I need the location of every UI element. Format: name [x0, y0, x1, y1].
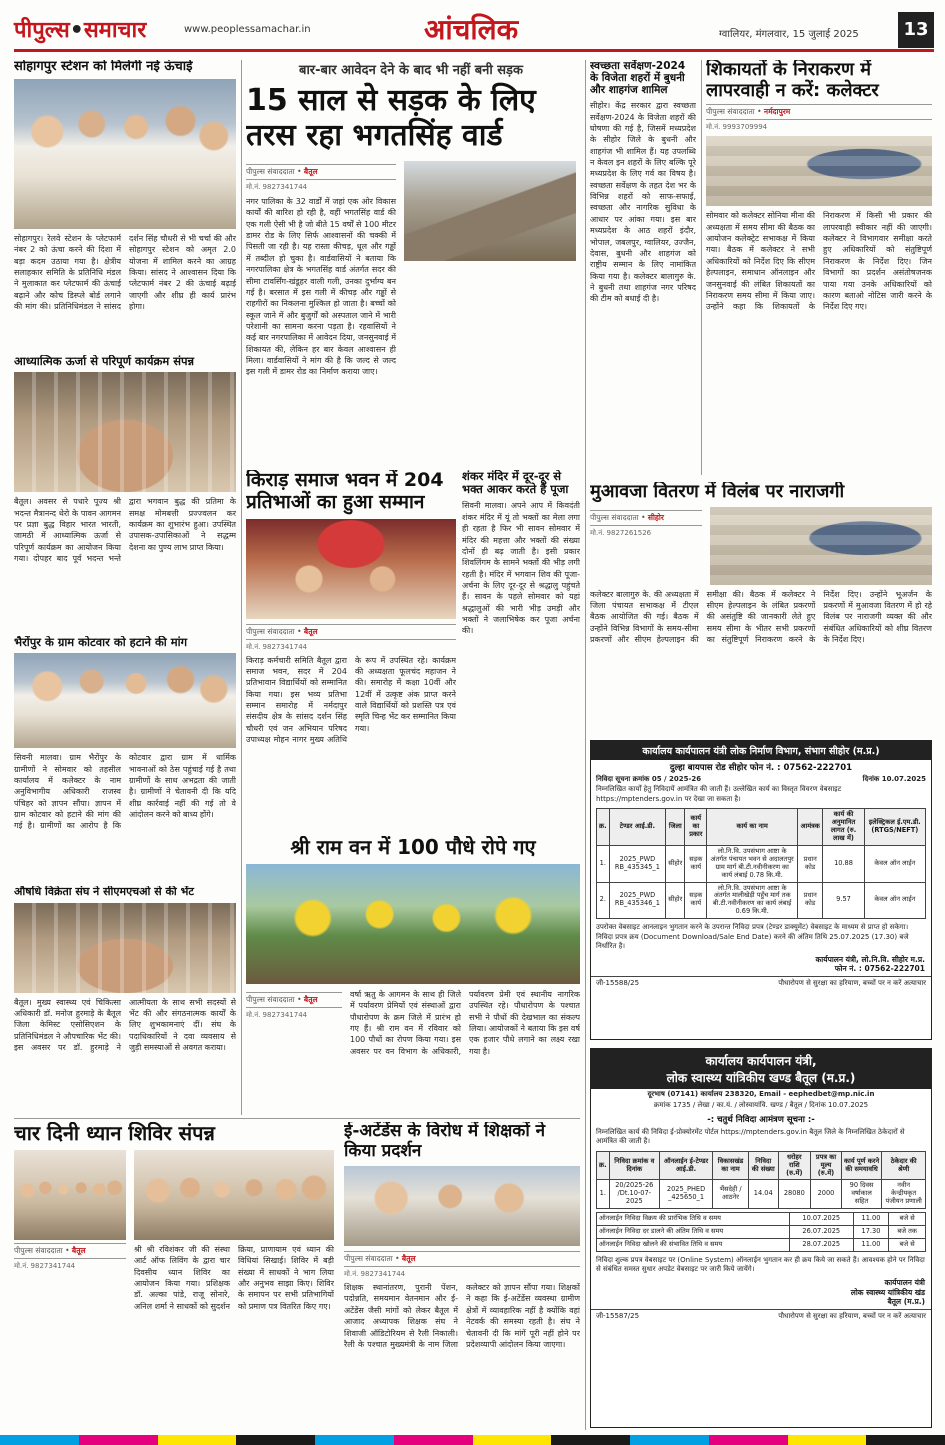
article-headline: शिकायतों के निराकरण में लापरवाही न करें: कलेक्टर — [706, 60, 879, 101]
reporter-mobile: मो.नं. 9993709994 — [706, 123, 768, 132]
col-header: जिला — [666, 809, 685, 846]
schedule-row — [597, 1226, 926, 1239]
article-body: कलेक्टर बालागुरु के. की अध्यक्षता में जिला पंचायत सभाकक्ष में टीएल बैठक आयोजित की गई। बैठक में उन्होंने विभिन्न विभागों के समय-सीमा प्रकरणों और सीएम हेल्पलाइन की समीक्षा की। बैठक में कलेक्टर ने सीएम हेल्पलाइन के लंबित प्रकरणों की असंतुष्टि की जानकारी लेते हुए समय सीमा के भीतर सभी प्रकरणों का संतुष्टिपूर्ण निराकरण करने के निर्देश दिए। उन्होंने भूअर्जन के प्रकरणों में मुआवजा वितरण में हो रहे विलंब पर नाराजगी व्यक्त की और संबंधित अधिकारियों को शीघ्र वितरण के निर्देश दिए। — [590, 589, 932, 645]
brand-name-part-1: पीपुल्स — [14, 18, 70, 43]
article-muawaja — [590, 482, 932, 737]
article-headline: किराड़ समाज भवन में 204 प्रतिभाओं का हुआ सम्मान — [246, 470, 444, 513]
reporter-mobile: मो.नं. 9827341744 — [246, 642, 308, 651]
article-body: सीहोर। केंद्र सरकार द्वारा स्वच्छता सर्वेक्षण-2024 के विजेता शहरों की घोषणा की गई है, जिसमें मध्यप्रदेश के सीहोर जिले के बुधनी और शाहगंज भी शामिल हैं। यह उपलब्धि न केवल इन शहरों के लिए बल्कि पूरे मध्यप्रदेश के लिए गर्व का विषय है। स्वच्छता सर्वेक्षण के तहत देश भर के विभिन्न शहरों को साफ-सफाई, स्वच्छता और नागरिक सुविधा के आधार पर आंका गया। इस बार मध्यप्रदेश के आठ शहरों इंदौर, भोपाल, जबलपुर, ग्वालियर, उज्जैन, देवास, बुधनी और शाहगंज को राष्ट्रीय सम्मान के लिए नामांकित किया गया है। कलेक्टर बालागुरु के. ने बुधनी तथा शाहगंज नगर परिषद की टीम को बधाई दी है। — [590, 101, 696, 304]
article-dhyan — [14, 1122, 334, 1427]
article-spiritual — [14, 355, 236, 630]
article-headline: ई-अटेंडेंस के विरोध में शिक्षकों ने किया प्रदर्शन — [344, 1122, 546, 1161]
ad-signature — [591, 953, 931, 977]
section-title: आंचलिक — [424, 13, 519, 46]
cell: 2. — [597, 882, 610, 919]
ad-notice-date: दिनांक 10.07.2025 — [862, 775, 926, 783]
ad-signatory: कार्यपालन यंत्री, लो.नि.वि. सीहोर म.प्र. — [815, 954, 925, 964]
reporter-mobile: मो.नं. 9827341744 — [246, 1011, 308, 1019]
article-headline: मुआवजा वितरण में विलंब पर नाराजगी — [590, 482, 845, 502]
article-body: सिवनी मालवा। अपने आप में किवदंती शंकर मंदिर में यूं तो भक्तों का मेला लगा ही रहता है फिर भी सावन सोमवार में मंदिर की महत्ता और भक्तों की संख्या दोनों ही बढ़ जाती है। इसी प्रकार शिवलिंगम के सामने भक्तों की भीड़ लगी रहती है। मंदिर में भगवान शिव की पूजा-अर्चना के लिए दूर-दूर से श्रद्धालु पहुंचते हैं। सावन के पहले सोमवार को यहां श्रद्धालुओं की भारी भीड़ उमड़ी और भक्तों ने जलाभिषेक कर पूजा अर्चना की। — [462, 501, 580, 636]
cell: 20/2025-26 /Dt.10-07-2025 — [609, 1180, 659, 1209]
article-swachh — [590, 60, 696, 480]
ad-footer — [591, 1309, 931, 1323]
article-photo — [710, 507, 932, 585]
byline-reporter: पीपुल्स संवाददाता — [706, 107, 755, 117]
article-photo — [404, 161, 576, 261]
article-byline: पीपुल्स संवाददाता • बैतूल — [14, 1243, 126, 1259]
reporter-mobile: मो.नं. 9827341744 — [344, 1270, 406, 1279]
cell: सड़क कार्य — [685, 845, 707, 882]
col-header: प्रपत्र का मूल्य (रु.में) — [811, 1151, 842, 1180]
brand-url[interactable]: www.peoplessamachar.in — [184, 24, 311, 35]
table-row — [597, 882, 926, 919]
schedule-time: 11.00 — [853, 1239, 889, 1252]
article-body: सोमवार को कलेक्टर सोनिया मीना की अध्यक्षता में समय सीमा की बैठक का आयोजन कलेक्ट्रेट सभाकक्ष में किया गया। बैठक में कलेक्टर ने सभी अधिकारियों को निर्देश दिए कि सीएम हेल्पलाइन, समाधान ऑनलाइन और जनसुनवाई की लंबित शिकायतों का निराकरण समय सीमा में किया जाए। उन्होंने कहा कि शिकायतों के निराकरण में किसी भी प्रकार की लापरवाही स्वीकार नहीं की जाएगी। कलेक्टर ने विभागवार समीक्षा करते हुए अधिकारियों को संतुष्टिपूर्ण निराकरण के निर्देश दिए। जिन विभागों का प्रदर्शन असंतोषजनक पाया गया उनके अधिकारियों को कारण बताओ नोटिस जारी करने के निर्देश दिए गए। — [706, 211, 932, 312]
ad-signature — [591, 1276, 931, 1309]
article-body: किराड़ कर्मचारी समिति बैतूल द्वारा समाज भवन, सदर में 204 प्रतिभावान विद्यार्थियों को सम्मानित किया गया। इस भव्य प्रतिभा सम्मान समारोह में नर्मदापुर संसदीय क्षेत्र के सांसद दर्शन सिंह चौधरी एवं जन अभियान परिषद उपाध्यक्ष मोहन नागर मुख्य अतिथि के रूप में उपस्थित रहे। कार्यक्रम की अध्यक्षता फूलचंद महाजन ने की। समारोह में कक्षा 10वीं और 12वीं में उत्कृष्ट अंक प्राप्त करने वाले विद्यार्थियों को प्रशस्ति पत्र एवं स्मृति चिन्ह भेंट कर सम्मानित किया गया। — [246, 655, 456, 745]
column-divider — [701, 60, 702, 475]
article-eattendance — [344, 1122, 580, 1427]
ad-phe-betul — [590, 1048, 932, 1428]
col-header: कार्य का प्रकार — [685, 809, 707, 846]
cell: प्रधान कोड — [797, 845, 822, 882]
article-photo — [706, 136, 932, 206]
col-header: विकासखंड का नाम — [713, 1151, 749, 1180]
ad-slogan: पौधारोपण से सुरक्षा का हरियाण, बच्चों पर न करें अत्याचार — [778, 979, 926, 987]
article-byline: पीपुल्स संवाददाता • बैतूल — [344, 1251, 580, 1267]
registration-swatch — [709, 1435, 788, 1445]
article-headline: सोहागपुर स्टेशन को मिलेगी नई ऊंचाई — [14, 60, 193, 74]
article-headline: औषधि विक्रेता संघ ने सीएमएचओ से की भेंट — [14, 886, 194, 898]
cell: 1. — [597, 1180, 610, 1209]
color-registration-strip — [0, 1435, 945, 1445]
article-headline: शंकर मंदिर में दूर-दूर से भक्त आकर करते हैं पूजा — [462, 470, 569, 497]
article-shankar — [462, 470, 580, 830]
ad-title — [591, 1049, 931, 1089]
brand-separator: • — [69, 18, 84, 43]
byline-reporter: पीपुल्स संवाददाता — [590, 512, 639, 522]
row-divider — [14, 1118, 580, 1119]
article-body: शिक्षक स्थानांतरण, पुरानी पेंशन, पदोन्नति, समयमान वेतनमान और ई-अटेंडेंस जैसी मांगों को लेकर बैतूल में आजाद अध्यापक शिक्षक संघ ने शिवाजी ऑडिटोरियम से रैली निकाली। रैली के पश्चात मुख्यमंत्री के नाम जिला कलेक्टर को ज्ञापन सौंपा गया। शिक्षकों ने कहा कि ई-अटेंडेंस व्यवस्था ग्रामीण क्षेत्रों में व्यावहारिक नहीं है क्योंकि वहां नेटवर्क की समस्या रहती है। संघ ने चेतावनी दी कि मांगें पूरी नहीं होने पर प्रदेशव्यापी आंदोलन किया जाएगा। — [344, 1283, 580, 1349]
ad-footer — [591, 976, 931, 990]
reporter-mobile: मो.नं. 9827341744 — [246, 183, 308, 191]
article-photo — [14, 653, 236, 748]
cell: केवल ऑन लाईन — [864, 882, 925, 919]
registration-swatch — [394, 1435, 473, 1445]
ad-signatory-2: लोक स्वास्थ्य यांत्रिकीय खंड — [850, 1287, 925, 1297]
col-header: कार्य का नाम — [707, 809, 798, 846]
ad-notice-title: -: चतुर्थ निविदा आमंत्रण सूचना :- — [707, 1114, 815, 1125]
byline-location: सीहोर — [647, 512, 664, 522]
col-header: ऑनलाईन ई-टेण्डर आई.डी. — [660, 1151, 713, 1180]
registration-swatch — [315, 1435, 394, 1445]
registration-swatch — [551, 1435, 630, 1445]
col-header: आमंत्रक — [797, 809, 822, 846]
cell: सीहोर — [666, 882, 685, 919]
issue-date: ग्वालियर, मंगलवार, 15 जुलाई 2025 — [719, 29, 859, 40]
cell: सड़क कार्य — [685, 882, 707, 919]
tender-table — [596, 808, 926, 919]
cell: 14.04 — [748, 1180, 778, 1209]
cell: 10.88 — [823, 845, 864, 882]
ad-intro: निम्नलिखित कार्यों हेतु निविदायें आमंत्रित की जाती हैं। उल्लेखित कार्य का विस्तृत विवरण वेबसाइट https://mptenders.gov.in पर देखा जा सकता है। — [596, 785, 842, 803]
ad-order: क्रमांक 1735 / लेखा / का.यं. / लोस्वायांवि. खण्ड / बैतूल / दिनांक 10.07.2025 — [653, 1101, 869, 1110]
reporter-mobile: मो.नं. 9827261526 — [590, 528, 652, 537]
table-row — [597, 1180, 926, 1209]
byline-location: बैतूल — [401, 1254, 416, 1264]
cell: लो.नि.वि. उपसंभाग आष्टा के अंतर्गत पंचायत भवन से अदालतपुर ग्राम मार्ग बी.टी.नवीनीकरण का कार्य लंबाई 0.78 कि.मी. — [707, 845, 798, 882]
byline-reporter: पीपुल्स संवाददाता — [344, 1254, 393, 1264]
article-headline: श्री राम वन में 100 पौधे रोपे गए — [290, 836, 536, 859]
article-photo — [14, 372, 236, 492]
article-headline: स्वच्छता सर्वेक्षण-2024 के विजेता शहरों में बुधनी और शाहगंज शामिल — [590, 60, 686, 97]
table-row — [597, 845, 926, 882]
cell: प्रधान कोड — [797, 882, 822, 919]
col-header: कार्य पूर्ण करने की समयावधि — [841, 1151, 881, 1180]
article-body: सिवनी मालवा। ग्राम भैरोंपुर के ग्रामीणों ने सोमवार को तहसील कार्यालय में कलेक्टर के नाम अनुविभागीय अधिकारी राजस्व पंचिहर को ज्ञापन सौंपा। ज्ञापन में ग्राम कोटवार को हटाने की मांग की गई है। ग्रामीणों का आरोप है कि कोटवार द्वारा ग्राम में धार्मिक भावनाओं को ठेस पहुंचाई गई है तथा ग्रामीणों के साथ अभद्रता की जाती है। ग्रामीणों ने चेतावनी दी कि यदि शीघ्र कार्रवाई नहीं की गई तो वे आंदोलन करने को बाध्य होंगे। — [14, 753, 236, 831]
schedule-unit: बजे तक — [889, 1226, 926, 1239]
byline-location: बैतूल — [303, 995, 318, 1004]
byline-location: नर्मदापुरम — [763, 107, 791, 117]
cell: 2025_PHED _425650_1 — [660, 1180, 713, 1209]
cell: लो.नि.वि. उपसंभाग आष्टा के अंतर्गत मालीखेड़ी पहुँच मार्ग तक बी.टी.नवीनीकरण का कार्य लंबाई 0.69 कि.मी. — [707, 882, 798, 919]
article-sohagpur — [14, 60, 236, 350]
article-headline: चार दिनी ध्यान शिविर संपन्न — [14, 1122, 215, 1145]
registration-swatch — [158, 1435, 237, 1445]
ad-ref-number: जी-15588/25 — [596, 979, 640, 987]
registration-swatch — [0, 1435, 79, 1445]
article-photo — [246, 864, 580, 984]
article-body: बैतूल। अवसर से पधारे पूज्य श्री भदन्त मैत्रानन्द थेरो के पावन आगमन पर प्रज्ञा बुद्ध विहार भारत भारती, जामठी में आध्यात्मिक ऊर्जा से परिपूर्ण कार्यक्रम का आयोजन किया गया। दोपहर बाद पूर्व भदन्त भन्ते द्वारा भगवान बुद्ध की प्रतिमा के समक्ष मोमबत्ती प्रज्ज्वलन कर कार्यक्रम का शुभारंभ हुआ। उपस्थित उपासक-उपासिकाओं ने सद्धम्म देशना का पुण्य लाभ प्राप्त किया। — [14, 497, 236, 564]
article-kicker: बार-बार आवेदन देने के बाद भी नहीं बनी सड़क — [299, 63, 523, 78]
article-body: श्री श्री रविशंकर जी की संस्था आर्ट ऑफ लिविंग के द्वारा चार दिवसीय ध्यान शिविर का आयोजन किया गया। प्रशिक्षक डॉ. अल्का पांडे, राजू सोनारे, अनिल शर्मा ने साधकों को सुदर्शन क्रिया, प्राणायाम एवं ध्यान की विधियां सिखाई। शिविर में बड़ी संख्या में साधकों ने भाग लिया और अनुभव साझा किए। शिविर के समापन पर सभी प्रतिभागियों को प्रमाण पत्र वितरित किए गए। — [134, 1245, 334, 1311]
ad-title: कार्यालय कार्यपालन यंत्री लोक निर्माण विभाग, संभाग सीहोर (म.प्र.) — [591, 741, 931, 760]
col-header: निविदा क्रमांक व दिनांक — [609, 1151, 659, 1180]
byline-reporter: पीपुल्स संवाददाता — [246, 995, 295, 1004]
registration-swatch — [473, 1435, 552, 1445]
col-header: क्र. — [597, 809, 610, 846]
article-aushadhi — [14, 886, 236, 1116]
article-headline: आध्यात्मिक ऊर्जा से परिपूर्ण कार्यक्रम संपन्न — [14, 355, 195, 368]
ad-ref-number: जी-15587/25 — [596, 1312, 640, 1321]
registration-swatch — [866, 1435, 945, 1445]
schedule-date: 10.07.2025 — [789, 1213, 853, 1226]
masthead — [14, 10, 934, 52]
registration-swatch — [79, 1435, 158, 1445]
cell: नवीन केन्द्रीयकृत पंजीयन प्रणाली — [882, 1180, 926, 1209]
schedule-unit: बजे से — [889, 1239, 926, 1252]
ad-signatory-3: बैतूल (म.प्र.) — [887, 1297, 925, 1307]
cell: 2025_PWD RB_435346_1 — [609, 882, 666, 919]
registration-swatch — [788, 1435, 867, 1445]
cell: 2000 — [811, 1180, 842, 1209]
byline-location: बैतूल — [303, 167, 318, 176]
article-byline: पीपुल्स संवाददाता • सीहोर — [590, 510, 702, 526]
byline-location: बैतूल — [303, 626, 318, 636]
article-body: बैतूल। मुख्य स्वास्थ्य एवं चिकित्सा अधिकारी डॉ. मनोज हुरमाड़े के बैतूल जिला केमिस्ट एसोसिएशन के प्रतिनिधिमंडल ने औपचारिक भेंट की। इस अवसर पर डॉ. हुरमाड़े ने आत्मीयता के साथ सभी सदस्यों से भेंट की और संगठनात्मक कार्यों के लिए शुभकामनाएं दीं। संघ के पदाधिकारियों ने दवा व्यवसाय से जुड़ी समस्याओं से अवगत कराया। — [14, 997, 236, 1053]
article-body: नगर पालिका के 32 वार्डों में जहां एक ओर विकास कार्यों की बारिश हो रही है, वहीं भगतसिंह वार्ड की एक गली ऐसी भी है जो बीते 15 वर्षों से 100 मीटर डामर रोड के लिए सिर्फ आश्वासनों की चक्की में पिसती जा रही है। यह रास्ता कीचड़, धूल और गड्ढों में तब्दील हो चुका है। वार्डवासियों ने बताया कि नगरपालिका क्षेत्र के भगतसिंह वार्ड अंतर्गत सदर की सीमा टावर्सिंग-खंडूहर वाली गली, उनका दुर्भाग्य बन गई है। बरसात में इस गली में कीचड़ और गड्ढों से राहगीरों का निकलना मुश्किल हो जाता है। बच्चों को स्कूल जाने में और बुजुर्गों को अस्पताल जाने में भारी परेशानी का सामना करना पड़ता है। रहवासियों ने कई बार नगरपालिका में आवेदन दिया, जनसुनवाई में शिकायत की, लेकिन हर बार केवल आश्वासन ही मिला। वार्डवासियों ने मांग की है कि जल्द से जल्द इस गली में डामर रोड का निर्माण कराया जाए। — [246, 197, 396, 377]
article-photo — [14, 903, 236, 993]
schedule-label: ऑनलाईन निविदा विक्रय की प्रारंभिक तिथि व समय — [597, 1213, 790, 1226]
reporter-mobile: मो.नं. 9827341744 — [14, 1262, 76, 1270]
cell: 28080 — [778, 1180, 811, 1209]
article-photo — [246, 519, 456, 619]
col-header: निविदा की संख्या — [748, 1151, 778, 1180]
cell: 1. — [597, 845, 610, 882]
byline-reporter: पीपुल्स संवाददाता — [246, 167, 295, 176]
article-kirad — [246, 470, 456, 830]
ad-footnote: उपरोक्त वेबसाइट आनलाइन भुगतान करने के उपरान्त निविदा प्रपत्र (टेण्डर डाक्यूमेंट) वेबसाइट के माध्यम से प्राप्त हो सकेगा। निविदा प्रपत्र क्रय (Document Download/Sale End Date) करने की अंतिम तिथि 25.07.2025 (17.30) बजे निर्धारित है। — [596, 923, 909, 951]
ad-pwd-sehore — [590, 740, 932, 1040]
article-bherupur — [14, 636, 236, 881]
byline-location: बैतूल — [71, 1246, 86, 1255]
schedule-label: ऑनलाईन निविदा दर डालने की अंतिम तिथि व समय — [597, 1226, 790, 1239]
article-road — [246, 60, 576, 460]
schedule-date: 28.07.2025 — [789, 1239, 853, 1252]
article-collector — [706, 60, 932, 470]
tender-header-row — [597, 1151, 926, 1180]
ad-intro: निम्नलिखित कार्य की निविदा ई-प्रोक्योरमेंट पोर्टल https://mptenders.gov.in बैतूल जिले के निम्नलिखित ठेकेदारों से आमंत्रित की जाती है। — [596, 1127, 905, 1146]
col-header: इलेक्ट्रिकल ई.एम.डी. (RTGS/NEFT) — [864, 809, 925, 846]
cell: 2025_PWD RB_435345_1 — [609, 845, 666, 882]
col-header: कार्य की अनुमानित लागत (रु. लाख में) — [823, 809, 864, 846]
ad-title-line-1: कार्यालय कार्यपालन यंत्री, — [705, 1054, 817, 1068]
cell: 90 दिवस वर्षाकाल सहित — [841, 1180, 881, 1209]
schedule-label: ऑनलाईन निविदा खोलने की संभावित तिथि व समय — [597, 1239, 790, 1252]
ad-title-line-2: लोक स्वास्थ्य यांत्रिकीय खण्ड बैतूल (म.प्र.) — [666, 1071, 856, 1085]
page-number: 13 — [898, 12, 934, 48]
ad-footnote: निविदा शुल्क प्रपत्र वेबसाइट पर (Online System) ऑनलाईन भुगतान कर ही क्रय किये जा सकते हैं। आवश्यक होने पर निविदा से संबंधित समस्त सुधार अपडेट वेबसाइट पर जारी किये जायेंगे। — [596, 1255, 925, 1274]
article-body: वर्षा ऋतु के आगमन के साथ ही जिले में पर्यावरण प्रेमियों एवं संस्थाओं द्वारा पौधारोपण के क्रम जिले में प्रारंभ हो गए हैं। श्री राम वन में रविवार को 100 पौधों का रोपण किया गया। इस अवसर पर वन विभाग के अधिकारी, पर्यावरण प्रेमी एवं स्थानीय नागरिक उपस्थित रहे। पौधारोपण के पश्चात सभी ने पौधों की देखभाल का संकल्प लिया। आयोजकों ने बताया कि इस वर्ष एक हजार पौधे लगाने का लक्ष्य रखा गया है। — [350, 990, 580, 1056]
article-byline: पीपुल्स संवाददाता • बैतूल — [246, 992, 342, 1008]
article-byline: पीपुल्स संवाददाता • बैतूल — [246, 164, 396, 180]
ad-notice-no: निविदा सूचना क्रमांक 05 / 2025-26 — [596, 775, 702, 783]
byline-reporter: पीपुल्स संवाददाता — [14, 1246, 63, 1255]
tender-table — [596, 1151, 926, 1209]
col-header: धरोहर राशि (रु.में) — [778, 1151, 811, 1180]
article-shriram — [246, 836, 580, 1116]
schedule-row — [597, 1239, 926, 1252]
article-byline: पीपुल्स संवाददाता • बैतूल — [246, 624, 456, 640]
ad-address: दुल्हा बायपास रोड सीहोर फोन नं. : 07562-222701 — [669, 763, 853, 773]
article-photo — [344, 1166, 580, 1246]
article-headline: भैरोंपुर के ग्राम कोटवार को हटाने की मांग — [14, 636, 188, 649]
cell: 9.57 — [823, 882, 864, 919]
schedule-unit: बजे से — [889, 1213, 926, 1226]
article-byline: पीपुल्स संवाददाता • नर्मदापुरम — [706, 104, 932, 120]
col-header: ठेकेदार की श्रेणी — [882, 1151, 926, 1180]
article-photo — [14, 79, 236, 229]
column-divider — [241, 60, 242, 1115]
article-photo-2 — [134, 1150, 334, 1240]
article-photo — [14, 1150, 126, 1240]
cell: सीहोर — [666, 845, 685, 882]
col-header: क्र. — [597, 1151, 610, 1180]
ad-phone: फोन नं. : 07562-222701 — [834, 964, 925, 974]
cell: भैंसदेही / आठनेर — [713, 1180, 749, 1209]
article-headline: 15 साल से सड़क के लिए तरस रहा भगतसिंह वार्ड — [246, 83, 536, 153]
byline-reporter: पीपुल्स संवाददाता — [246, 626, 295, 636]
schedule-row — [597, 1213, 926, 1226]
schedule-time: 11.00 — [853, 1213, 889, 1226]
ad-signatory-1: कार्यपालन यंत्री — [884, 1277, 925, 1287]
schedule-time: 17.30 — [853, 1226, 889, 1239]
tender-header-row — [597, 809, 926, 846]
ad-contact[interactable]: दूरभाष (07141) कार्यालय 238320, Email - eephedbet@mp.nic.in — [647, 1090, 875, 1098]
schedule-table — [596, 1212, 926, 1252]
brand-logo — [14, 14, 146, 44]
schedule-date: 26.07.2025 — [789, 1226, 853, 1239]
brand-name-part-2: समाचार — [83, 18, 147, 43]
cell: केवल ऑन लाईन — [864, 845, 925, 882]
article-body: सोहागपुर। रेलवे स्टेशन के प्लेटफार्म नंबर 2 को ऊंचा करने की दिशा में बड़ा कदम उठाया गया है। क्षेत्रीय सलाहकार समिति के प्रतिनिधि मंडल ने मुलाकात कर प्लेटफार्म की ऊंचाई बढ़ाने और कोच डिस्प्ले बोर्ड लगाने की मांग की। प्रतिनिधिमंडल ने सांसद दर्शन सिंह चौधरी से भी चर्चा की और सोहागपुर स्टेशन को अमृत 2.0 योजना में शामिल करने का आग्रह किया। सांसद ने आश्वासन दिया कि प्लेटफार्म नंबर 2 की ऊंचाई बढ़ाई जाएगी और शीघ्र ही कार्य प्रारंभ होगा। — [14, 233, 236, 312]
registration-swatch — [630, 1435, 709, 1445]
column-divider — [585, 60, 586, 1430]
registration-swatch — [236, 1435, 315, 1445]
col-header: टेण्डर आई.डी. — [609, 809, 666, 846]
ad-slogan: पौधारोपण से सुरक्षा का हरियाण, बच्चों पर न करें अत्याचार — [778, 1312, 926, 1321]
